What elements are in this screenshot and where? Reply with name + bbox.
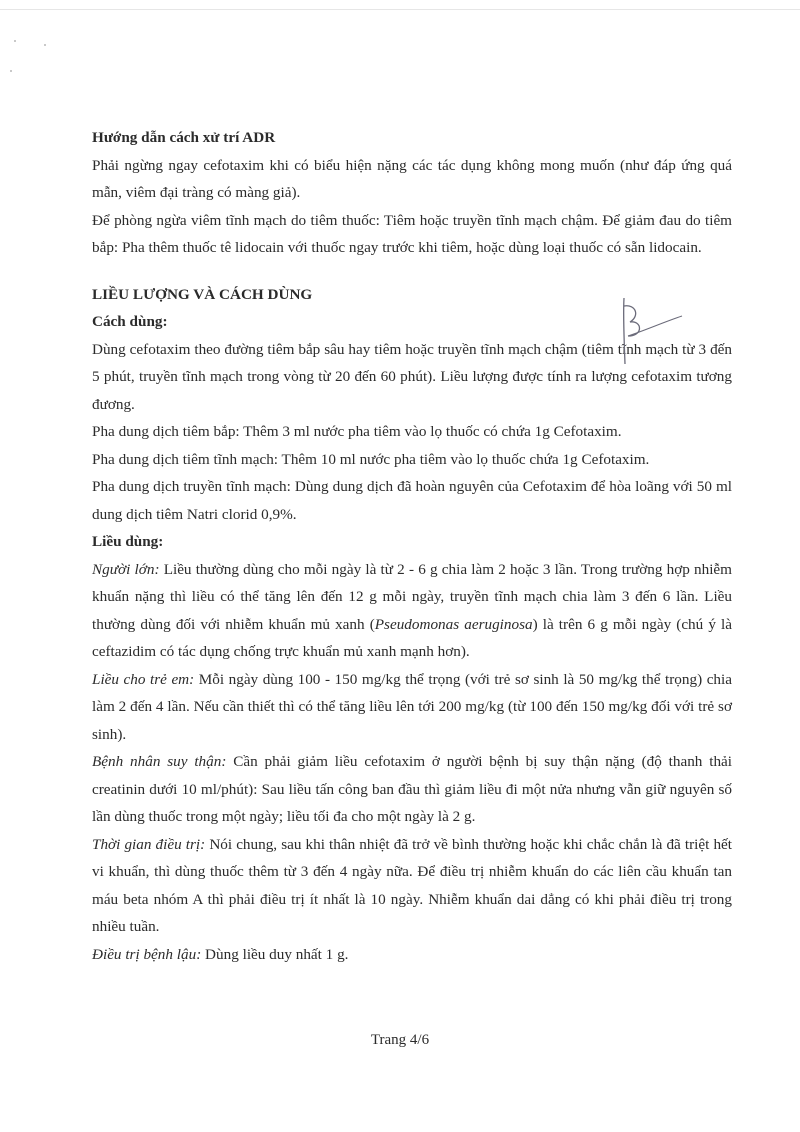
- adult-dose-text-a: Liều thường dùng cho mỗi ngày là từ 2 - 6 g chia làm 2 hoặc 3 lần. Trong trường hợp nhiễm khuẩn nặng thì liều có thể tăng lên đến 12 g mỗi ngày, truyền tĩnh mạch chia làm 3 đến 6 lần. Liều thường dùng đối với nhiễm khuẩn mủ xanh (: [92, 560, 732, 633]
- handwritten-signature: [606, 296, 686, 366]
- duration-paragraph: [92, 831, 732, 941]
- gonorrhea-label: Điều trị bệnh lậu:: [92, 945, 202, 963]
- usage-heading: Cách dùng:: [92, 313, 168, 330]
- scan-speck: [10, 70, 12, 72]
- usage-paragraph-4: Pha dung dịch truyền tĩnh mạch: Dùng dung dịch đã hoàn nguyên của Cefotaxim để hòa loãng với 50 ml dung dịch tiêm Natri clorid 0,9%.: [92, 478, 732, 523]
- adult-dose-text-b: ) là trên 6 g mỗi ngày (chú ý là ceftazidim có tác dụng chống trực khuẩn mủ xanh mạnh hơn).: [92, 615, 732, 660]
- page-number: Trang 4/6: [370, 1032, 430, 1048]
- usage-paragraph-3: Pha dung dịch tiêm tĩnh mạch: Thêm 10 ml nước pha tiêm vào lọ thuốc chứa 1g Cefotaxim.: [92, 450, 650, 468]
- adult-dose-organism: Pseudomonas aeruginosa: [374, 615, 533, 633]
- gonorrhea-paragraph: [92, 941, 732, 969]
- dosage-section-heading: LIỀU LƯỢNG VÀ CÁCH DÙNG: [92, 285, 313, 303]
- usage-paragraph-1: Dùng cefotaxim theo đường tiêm bắp sâu hay tiêm hoặc truyền tĩnh mạch chậm (tiêm tĩnh mạch từ 3 đến 5 phút, truyền tĩnh mạch trong vòng từ 20 đến 60 phút). Liều lượng được tính ra lượng cefotaxim tương đương.: [92, 340, 732, 413]
- scan-edge-line: [0, 9, 800, 10]
- section-gap: [92, 262, 732, 281]
- scan-speck: [14, 40, 16, 42]
- child-dose-paragraph: [92, 666, 732, 749]
- dose-heading: Liều dùng:: [92, 533, 164, 550]
- document-body: [92, 124, 732, 968]
- duration-text: Nói chung, sau khi thân nhiệt đã trở về bình thường hoặc khi chắc chắn là đã triệt hết vi khuẩn, thì dùng thuốc thêm từ 3 đến 4 ngày nữa. Để điều trị nhiễm khuẩn do các liên cầu khuẩn tan máu beta nhóm A thì phải điều trị ít nhất là 10 ngày. Nhiễm khuẩn dai dẳng có khi phải điều trị trong nhiều tuần.: [92, 835, 733, 935]
- adr-heading: Hướng dẫn cách xử trí ADR: [92, 129, 276, 146]
- child-dose-label: Liều cho trẻ em:: [92, 670, 195, 688]
- adult-dose-paragraph: [92, 556, 732, 666]
- adr-paragraph-1: Phải ngừng ngay cefotaxim khi có biểu hiện nặng các tác dụng không mong muốn (như đáp ứng quá mẫn, viêm đại tràng có màng giả).: [92, 156, 732, 201]
- gonorrhea-text: Dùng liều duy nhất 1 g.: [201, 945, 349, 963]
- duration-label: Thời gian điều trị:: [92, 835, 206, 853]
- child-dose-text: Mỗi ngày dùng 100 - 150 mg/kg thể trọng (với trẻ sơ sinh là 50 mg/kg thể trọng) chia làm 2 đến 4 lần. Nếu cần thiết thì có thể tăng liều lên tới 200 mg/kg (từ 100 đến 150 mg/kg đối với trẻ sơ sinh).: [92, 670, 732, 743]
- renal-dose-label: Bệnh nhân suy thận:: [92, 753, 227, 770]
- adult-dose-label: Người lớn:: [92, 560, 160, 578]
- scan-speck: [44, 44, 46, 46]
- renal-dose-text: Cần phải giảm liều cefotaxim ở người bệnh bị suy thận nặng (độ thanh thải creatinin dưới 10 ml/phút): Sau liều tấn công ban đầu thì giảm liều đi một nửa nhưng vẫn giữ nguyên số lần dùng thuốc trong một ngày; liều tối đa cho một ngày là 2 g.: [92, 753, 732, 825]
- renal-dose-paragraph: [92, 748, 732, 831]
- usage-paragraph-2: Pha dung dịch tiêm bắp: Thêm 3 ml nước pha tiêm vào lọ thuốc có chứa 1g Cefotaxim.: [92, 423, 622, 440]
- adr-paragraph-2: Để phòng ngừa viêm tĩnh mạch do tiêm thuốc: Tiêm hoặc truyền tĩnh mạch chậm. Để giảm đau do tiêm bắp: Pha thêm thuốc tê lidocain với thuốc ngay trước khi tiêm, hoặc dùng loại thuốc có sẵn lidocain.: [92, 211, 732, 256]
